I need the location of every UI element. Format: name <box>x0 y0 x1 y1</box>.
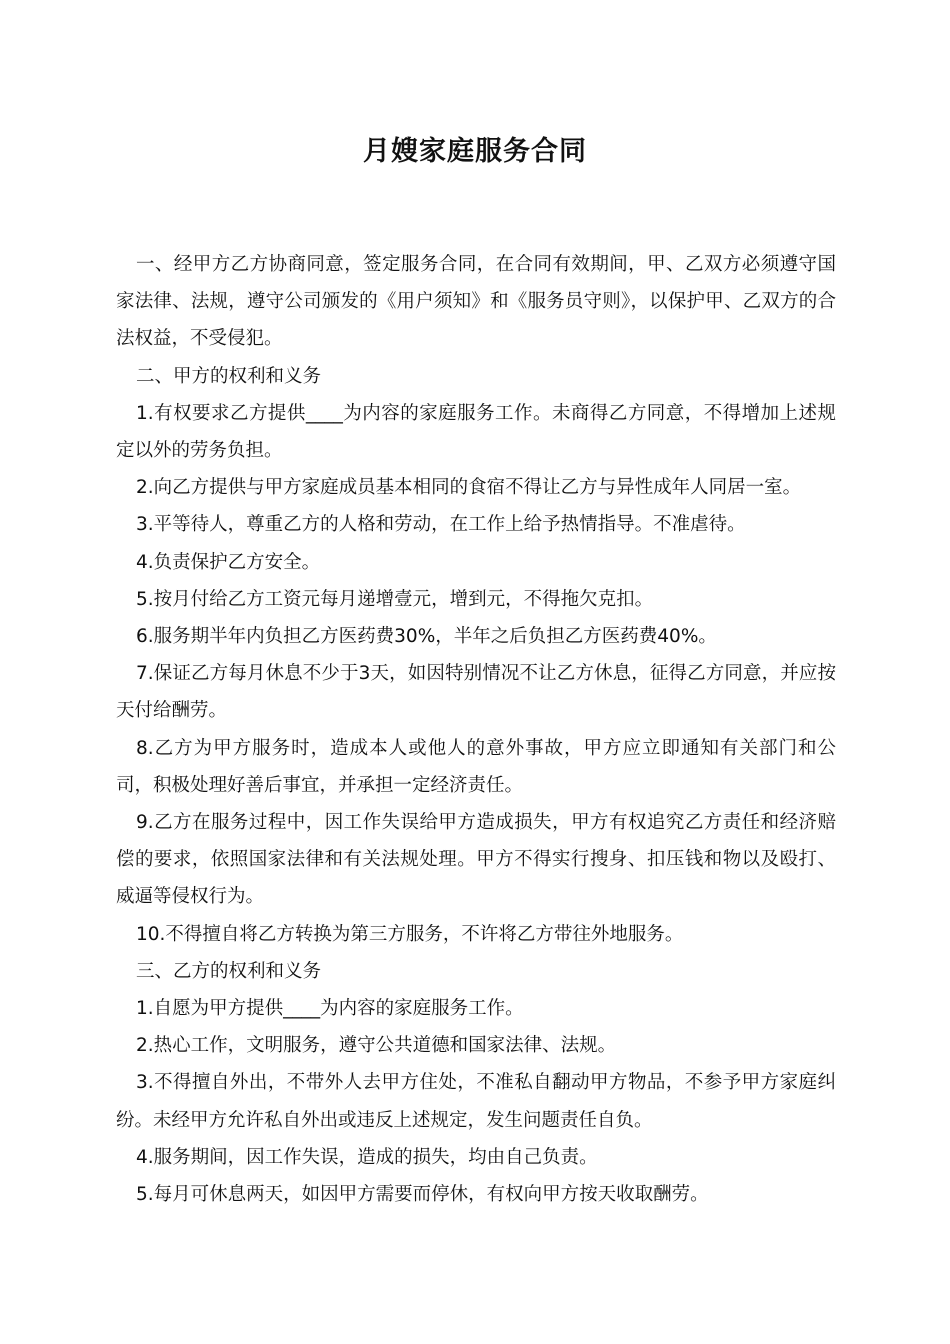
party-b-clause-5: 5.每月可休息两天，如因甲方需要而停休，有权向甲方按天收取酬劳。 <box>136 1184 709 1206</box>
party-a-clause-6: 6.服务期半年内负担乙方医药费30%，半年之后负担乙方医药费40%。 <box>136 626 717 648</box>
party-a-clause-3: 3.平等待人，尊重乙方的人格和劳动，在工作上给予热情指导。不准虐待。 <box>136 514 746 536</box>
document-title: 月嫂家庭服务合同 <box>363 136 587 167</box>
party-a-clause-2: 2.向乙方提供与甲方家庭成员基本相同的食宿不得让乙方与异性成年人同居一室。 <box>136 477 802 499</box>
section-heading-party-a: 二、甲方的权利和义务 <box>136 365 322 387</box>
paragraph-intro: 一、经甲方乙方协商同意，签定服务合同，在合同有效期间，甲、乙双方必须遵守国家法律、法规，遵守公司颁发的《用户须知》和《服务员守则》，以保护甲、乙双方的合法权益，不受侵犯。 <box>116 254 836 350</box>
party-a-clause-7: 7.保证乙方每月休息不少于3天，如因特别情况不让乙方休息，征得乙方同意，并应按天付给酬劳。 <box>116 663 836 722</box>
party-b-clause-2: 2.热心工作，文明服务，遵守公共道德和国家法律、法规。 <box>136 1035 617 1057</box>
party-a-clause-9: 9.乙方在服务过程中，因工作失误给甲方造成损失，甲方有权追究乙方责任和经济赔偿的要求，依照国家法律和有关法规处理。甲方不得实行搜身、扣压钱和物以及殴打、威逼等侵权行为。 <box>116 812 836 908</box>
party-b-clause-4: 4.服务期间，因工作失误，造成的损失，均由自己负责。 <box>136 1146 598 1168</box>
party-b-clause-3: 3.不得擅自外出，不带外人去甲方住处，不准私自翻动甲方物品，不参予甲方家庭纠纷。未经甲方允许私自外出或违反上述规定，发生问题责任自负。 <box>116 1072 836 1131</box>
party-a-clause-1: 1.有权要求乙方提供____为内容的家庭服务工作。未商得乙方同意，不得增加上述规定以外的劳务负担。 <box>116 402 836 462</box>
party-a-clause-8: 8.乙方为甲方服务时，造成本人或他人的意外事故，甲方应立即通知有关部门和公司，积极处理好善后事宜，并承担一定经济责任。 <box>116 737 836 796</box>
party-a-clause-4: 4.负责保护乙方安全。 <box>136 551 321 573</box>
party-a-clause-10: 10.不得擅自将乙方转换为第三方服务，不许将乙方带往外地服务。 <box>136 923 684 945</box>
party-a-clause-5: 5.按月付给乙方工资元每月递增壹元，增到元，不得拖欠克扣。 <box>136 588 654 610</box>
section-heading-party-b: 三、乙方的权利和义务 <box>136 960 322 982</box>
party-b-clause-1: 1.自愿为甲方提供____为内容的家庭服务工作。 <box>136 998 524 1020</box>
document-body <box>116 246 836 1213</box>
